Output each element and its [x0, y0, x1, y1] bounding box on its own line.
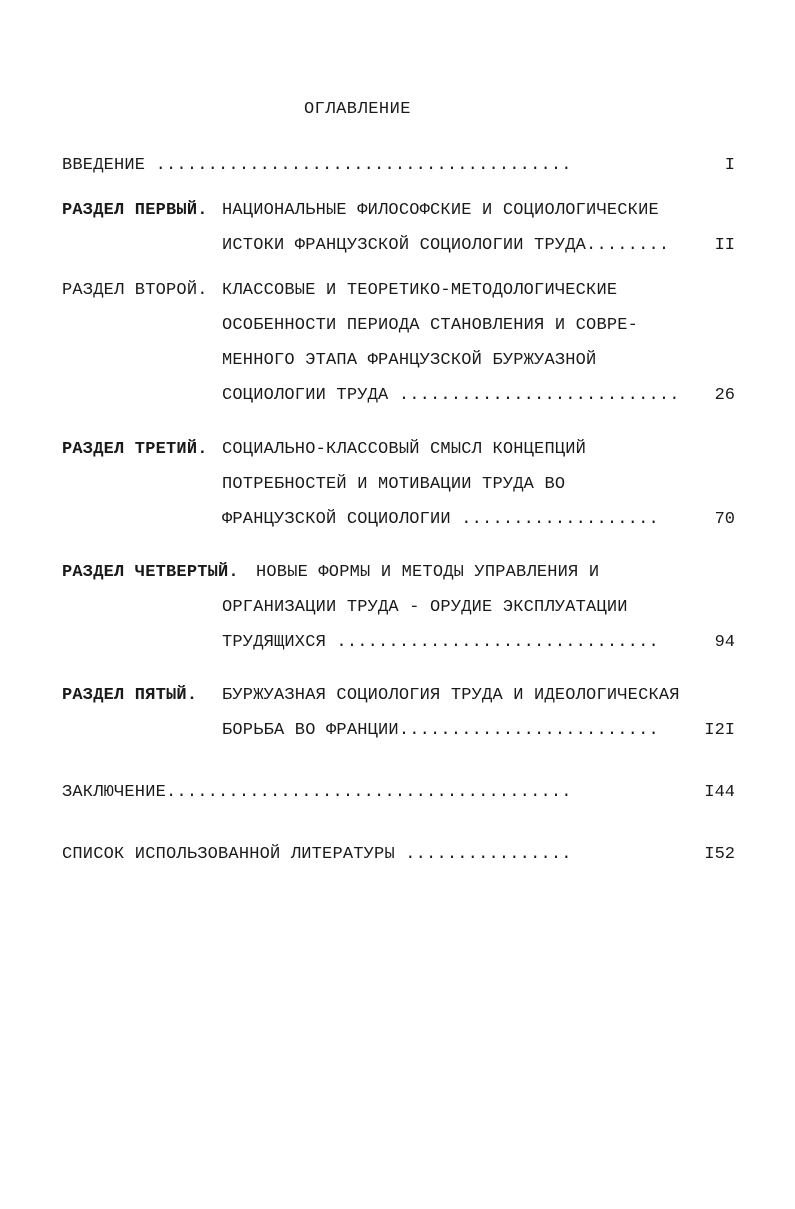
toc-page-part4: 94: [714, 633, 735, 652]
toc-line-part1-2: ИСТОКИ ФРАНЦУЗСКОЙ СОЦИОЛОГИИ ТРУДА........: [222, 236, 670, 255]
toc-line-part1-1: НАЦИОНАЛЬНЫЕ ФИЛОСОФСКИЕ И СОЦИОЛОГИЧЕСКИЕ: [222, 201, 659, 220]
toc-entry-bibliography: СПИСОК ИСПОЛЬЗОВАННОЙ ЛИТЕРАТУРЫ ................: [62, 845, 572, 864]
toc-page-conclusion: I44: [704, 783, 735, 802]
toc-label-part3: РАЗДЕЛ ТРЕТИЙ.: [62, 440, 208, 459]
toc-page-bibliography: I52: [704, 845, 735, 864]
toc-entry-conclusion: ЗАКЛЮЧЕНИЕ.......................................: [62, 783, 572, 802]
toc-line-part2-4: СОЦИОЛОГИИ ТРУДА ...........................: [222, 386, 680, 405]
toc-line-part3-3: ФРАНЦУЗСКОЙ СОЦИОЛОГИИ ...................: [222, 510, 659, 529]
toc-line-part5-1: БУРЖУАЗНАЯ СОЦИОЛОГИЯ ТРУДА И ИДЕОЛОГИЧЕСКАЯ: [222, 686, 680, 705]
toc-line-part2-2: ОСОБЕННОСТИ ПЕРИОДА СТАНОВЛЕНИЯ И СОВРЕ-: [222, 316, 639, 335]
toc-label-part2: РАЗДЕЛ ВТОРОЙ.: [62, 281, 208, 300]
toc-line-part4-1: НОВЫЕ ФОРМЫ И МЕТОДЫ УПРАВЛЕНИЯ И: [256, 563, 600, 582]
toc-page-part2: 26: [714, 386, 735, 405]
toc-line-part3-2: ПОТРЕБНОСТЕЙ И МОТИВАЦИИ ТРУДА ВО: [222, 475, 566, 494]
toc-label-part4: РАЗДЕЛ ЧЕТВЕРТЫЙ.: [62, 563, 239, 582]
toc-line-part3-1: СОЦИАЛЬНО-КЛАССОВЫЙ СМЫСЛ КОНЦЕПЦИЙ: [222, 440, 587, 459]
toc-label-part1: РАЗДЕЛ ПЕРВЫЙ.: [62, 201, 208, 220]
toc-page-part1: II: [714, 236, 735, 255]
toc-line-part5-2: БОРЬБА ВО ФРАНЦИИ.........................: [222, 721, 659, 740]
toc-page-part3: 70: [714, 510, 735, 529]
page-title: ОГЛАВЛЕНИЕ: [303, 100, 412, 119]
toc-page-intro: I: [724, 156, 735, 175]
toc-entry-intro: ВВЕДЕНИЕ ........................................: [62, 156, 572, 175]
toc-page-part5: I2I: [704, 721, 735, 740]
toc-line-part4-3: ТРУДЯЩИХСЯ ...............................: [222, 633, 659, 652]
toc-label-part5: РАЗДЕЛ ПЯТЫЙ.: [62, 686, 198, 705]
toc-line-part2-1: КЛАССОВЫЕ И ТЕОРЕТИКО-МЕТОДОЛОГИЧЕСКИЕ: [222, 281, 618, 300]
toc-line-part4-2: ОРГАНИЗАЦИИ ТРУДА - ОРУДИЕ ЭКСПЛУАТАЦИИ: [222, 598, 628, 617]
toc-line-part2-3: МЕННОГО ЭТАПА ФРАНЦУЗСКОЙ БУРЖУАЗНОЙ: [222, 351, 597, 370]
